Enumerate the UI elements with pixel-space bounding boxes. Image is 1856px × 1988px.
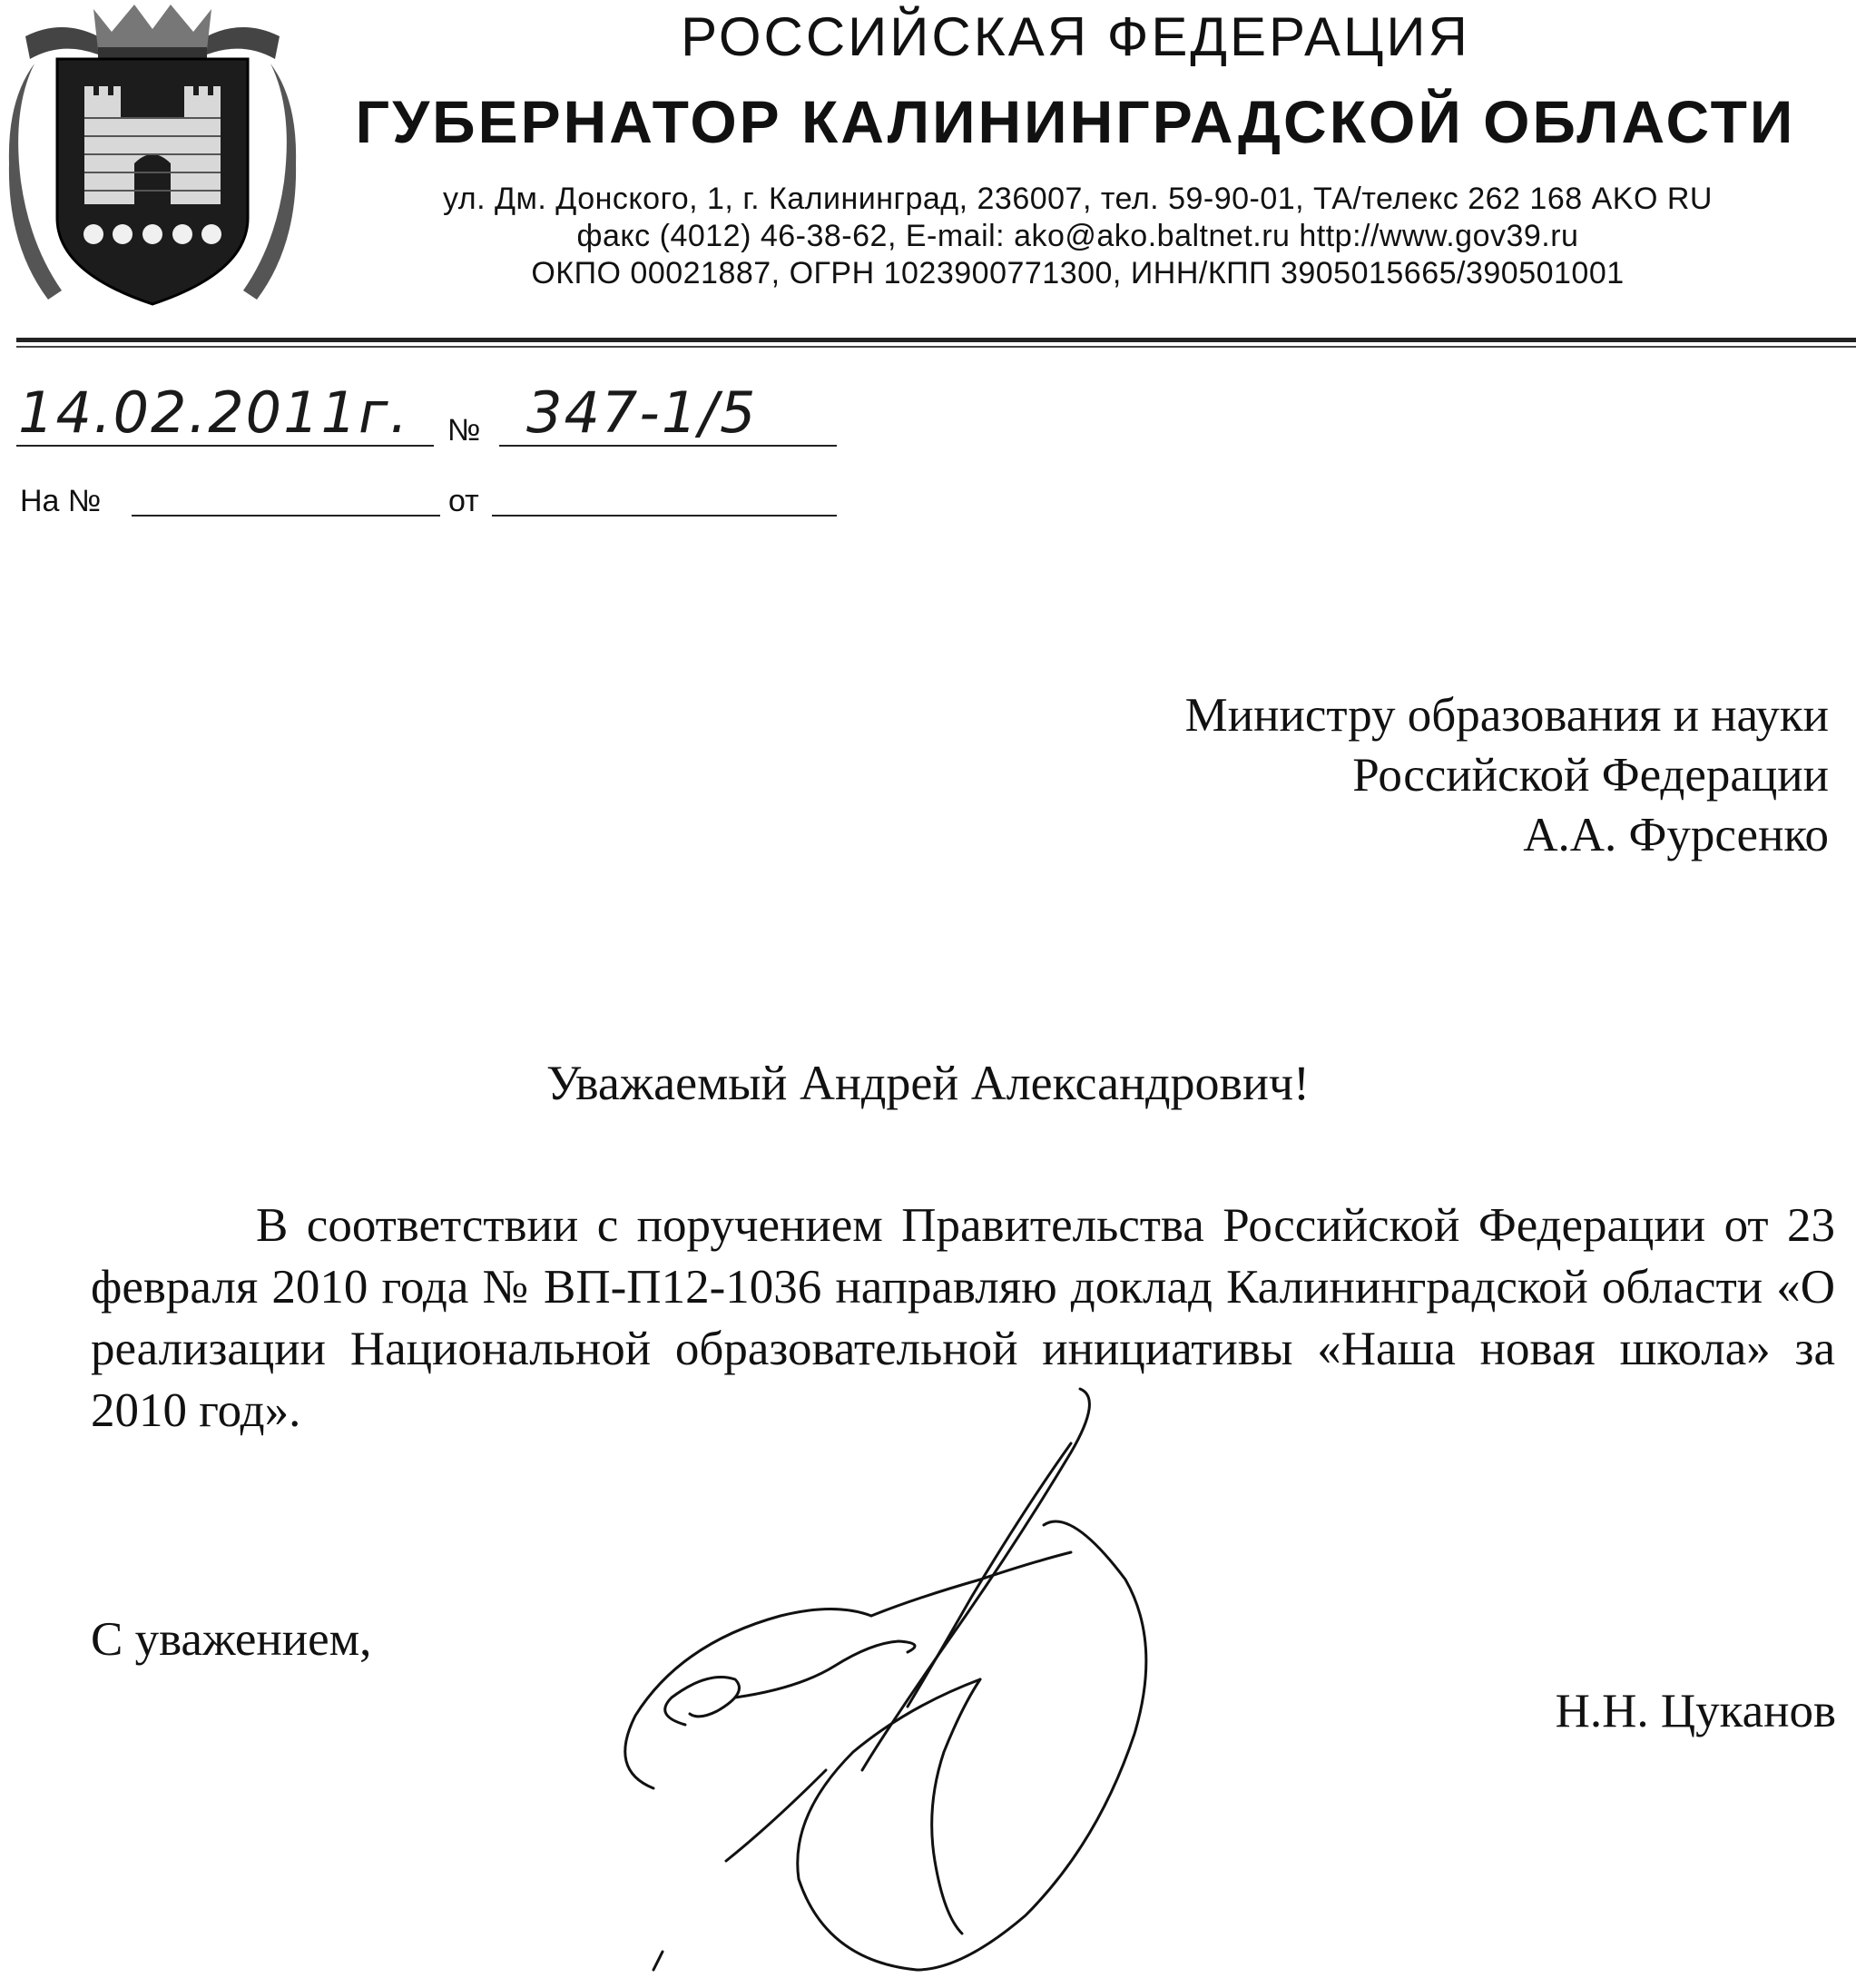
letterhead-divider (16, 338, 1856, 342)
signer-name: Н.Н. Цуканов (1555, 1685, 1836, 1737)
number-field-line (499, 445, 837, 447)
registration-date: 14.02.2011г. (18, 379, 410, 446)
registration-number: 347-1/5 (526, 379, 758, 446)
address-line-2: факс (4012) 46-38-62, E-mail: ako@ako.baltnet.ru http://www.gov39.ru (576, 219, 1579, 253)
salutation: Уважаемый Андрей Александрович! (545, 1056, 1311, 1110)
reply-from-label: от (448, 484, 479, 518)
handwritten-signature-icon (599, 1371, 1180, 1988)
letter-body: В соответствии с поручением Правительства Российской Федерации от 23 февраля 2010 года № ВП-П12-1036 направляю доклад Калининградской области «О реализации Национальной образовательной инициативы «Наша новая школа» за 2010 год». (91, 1199, 1835, 1437)
coat-of-arms-icon (7, 0, 298, 318)
reply-number-label: На № (20, 484, 102, 518)
date-field-line (16, 445, 434, 447)
addressee-block (1185, 685, 1829, 865)
addressee-line-1: Министру образования и науки (1184, 689, 1829, 742)
number-label: № (447, 413, 481, 448)
office-title: ГУБЕРНАТОР КАЛИНИНГРАДСКОЙ ОБЛАСТИ (355, 88, 1796, 155)
reply-from-line (492, 515, 837, 517)
country-title: РОССИЙСКАЯ ФЕДЕРАЦИЯ (681, 6, 1470, 67)
closing-phrase: С уважением, (91, 1613, 372, 1666)
svg-text:ß: ß (141, 85, 164, 122)
addressee-line-2: Российской Федерации (1352, 749, 1829, 802)
address-line-3: ОКПО 00021887, ОГРН 1023900771300, ИНН/КПП 3905015665/390501001 (531, 256, 1625, 290)
address-line-1: ул. Дм. Донского, 1, г. Калининград, 236007, тел. 59-90-01, ТА/телекс 262 168 AKO RU (443, 182, 1713, 216)
reply-number-line (132, 515, 440, 517)
letterhead-divider-thin (16, 346, 1856, 348)
addressee-line-3: А.А. Фурсенко (1523, 809, 1829, 861)
